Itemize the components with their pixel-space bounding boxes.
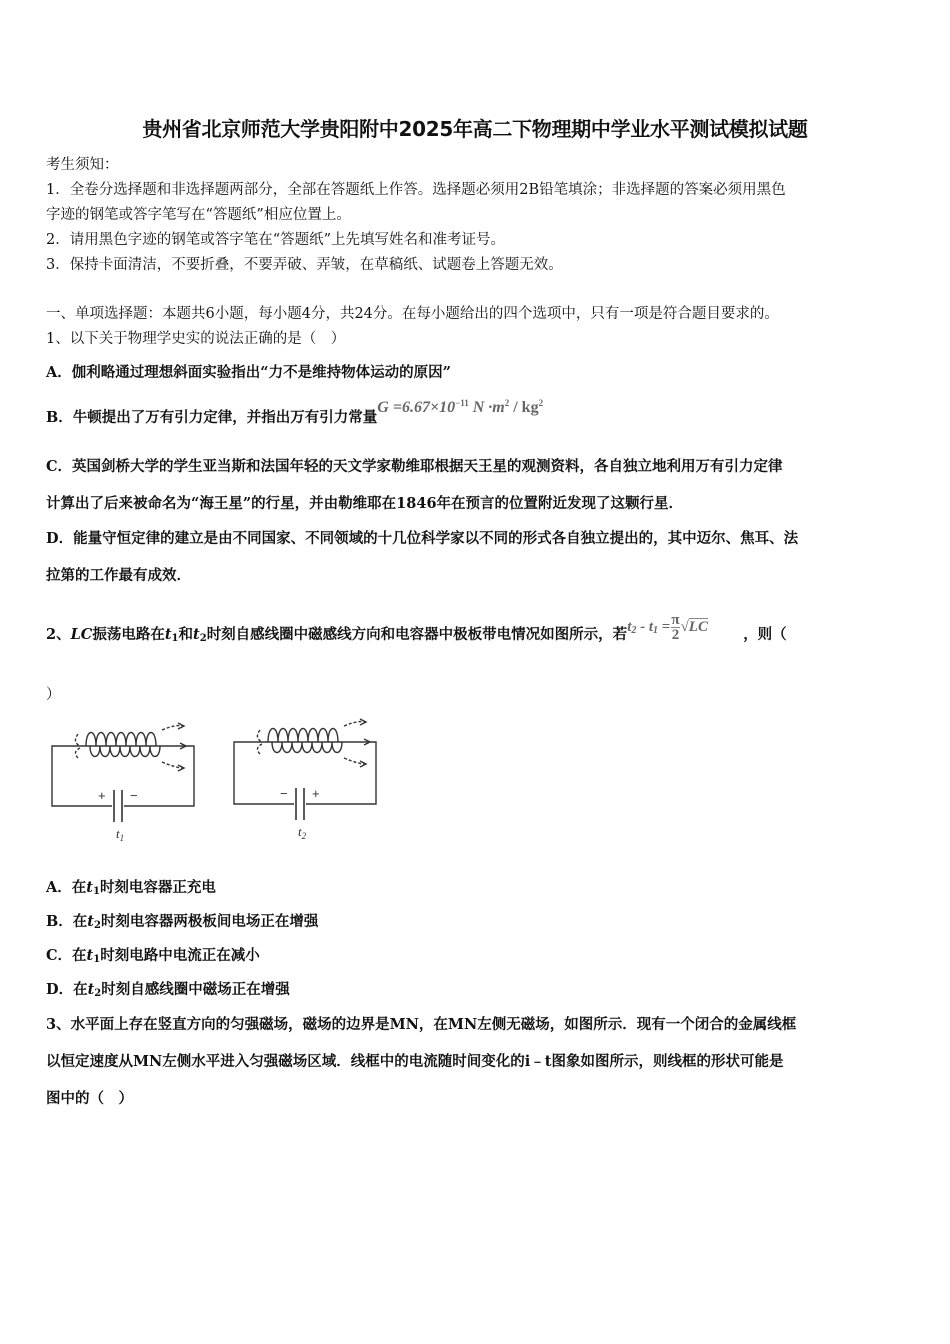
q1-option-d-line1: D．能量守恒定律的建立是由不同国家、不同领域的十几位科学家以不同的形式各自独立提出的，其中迈尔、焦耳、法: [46, 530, 799, 547]
plus-sign: +: [98, 788, 106, 803]
q2-stem: 2、LC振荡电路在$t_1$和$t_2$时刻自感线圈中磁感线方向和电容器中极板带电情况如图所示，若$t_2 - t_1$ = $\frac{\pi}{2}$ √LC ，则（: [46, 612, 787, 644]
q3-line-1: 3、水平面上存在竖直方向的匀强磁场，磁场的边界是MN，在MN左侧无磁场，如图所示．现有一个闭合的金属线框: [46, 1016, 797, 1033]
inductor-coil: [268, 729, 342, 753]
minus-sign: −: [130, 788, 138, 803]
gravity-constant-formula: $G =6.67\times 10^{-11}$ $N \cdot m^2 / kg^2$: [377, 398, 544, 416]
q1-option-b: [46, 398, 544, 427]
inductor-coil: [86, 733, 160, 757]
notice-item-1a: 1．全卷分选择题和非选择题两部分，全部在答题纸上作答。选择题必须用2B铅笔填涂；非选择题的答案必须用黑色: [46, 182, 786, 198]
q3-line-2: 以恒定速度从MN左侧水平进入匀强磁场区域．线框中的电流随时间变化的i﹣t图象如图所示，则线框的形状可能是: [46, 1053, 784, 1070]
q2-option-d: D．在$t_2$时刻自感线圈中磁场正在增强: [46, 981, 290, 999]
q1-option-d-line2: 拉第的工作最有成效．: [46, 567, 191, 584]
notice-item-1b: 字迹的钢笔或答字笔写在“答题纸”相应位置上。: [46, 207, 351, 223]
q1-stem: 1、以下关于物理学史实的说法正确的是（ ）: [46, 331, 346, 347]
minus-sign: −: [280, 786, 288, 801]
notice-heading: 考生须知：: [46, 157, 119, 173]
page-title: 贵州省北京师范大学贵阳附中2025年高二下物理期中学业水平测试模拟试题: [142, 117, 808, 141]
notice-item-3: 3．保持卡面清洁，不要折叠，不要弄破、弄皱，在草稿纸、试题卷上答题无效。: [46, 257, 563, 273]
lc-circuit-figure-t2: [228, 718, 388, 846]
section-heading: 一、单项选择题：本题共6小题，每小题4分，共24分。在每小题给出的四个选项中，只有一项是符合题目要求的。: [46, 306, 779, 322]
q2-stem-close: ）: [46, 687, 61, 703]
q1-option-c-line1: C．英国剑桥大学的学生亚当斯和法国年轻的天文学家勒维耶根据天王星的观测资料，各自独立地利用万有引力定律: [46, 458, 783, 475]
q1-option-b-text: B．牛顿提出了万有引力定律，并指出万有引力常量: [46, 409, 378, 426]
lc-circuit-figure-t1: [46, 718, 206, 846]
plus-sign: +: [312, 786, 320, 801]
time-difference-formula: $t_2 - t_1$ = $\frac{\pi}{2}$ √LC: [627, 612, 708, 643]
figure-label-t2: $t_2$: [298, 824, 307, 841]
q1-option-c-line2: 计算出了后来被命名为“海王星”的行星，并由勒维耶在1846年在预言的位置附近发现了这颗行星．: [46, 495, 684, 512]
figure-label-t1: $t_1$: [116, 826, 125, 843]
q3-line-3: 图中的（ ）: [46, 1090, 133, 1107]
notice-item-2: 2．请用黑色字迹的钢笔或答字笔在“答题纸”上先填写姓名和准考证号。: [46, 232, 506, 248]
q2-option-b: B．在$t_2$时刻电容器两极板间电场正在增强: [46, 913, 319, 931]
q1-option-a: A．伽利略通过理想斜面实验指出“力不是维持物体运动的原因”: [46, 364, 451, 381]
q2-option-a: A．在$t_1$时刻电容器正充电: [46, 879, 216, 897]
q2-option-c: C．在$t_1$时刻电路中电流正在减小: [46, 947, 260, 965]
